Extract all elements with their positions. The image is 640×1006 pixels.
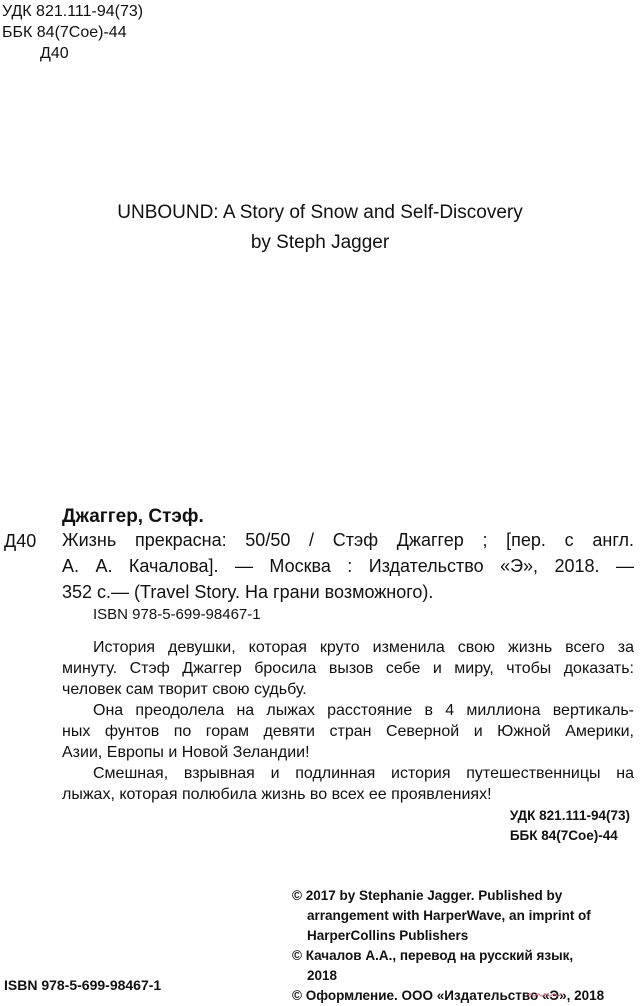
copyright-line: HarperCollins Publishers xyxy=(307,928,469,943)
header-bbk: ББК 84(7Сое)-44 xyxy=(2,24,127,41)
annotation-line: Смешная, взрывная и подлинная история путешественницы на xyxy=(93,765,634,782)
bib-isbn: ISBN 978-5-699-98467-1 xyxy=(93,606,261,623)
annotation xyxy=(62,637,634,805)
copyright-line: © 2017 by Stephanie Jagger. Published by xyxy=(292,888,563,903)
bib-author: Джаггер, Стэф. xyxy=(62,506,204,527)
original-author: by Steph Jagger xyxy=(250,232,390,253)
annotation-line: Азии, Европы и Новой Зеландии! xyxy=(62,744,310,761)
annotation-line: человек сам творит свою судьбу. xyxy=(62,681,307,698)
copyright-line: 2018 xyxy=(307,968,338,983)
annotation-line: минуту. Стэф Джаггер бросила вызов себе и миру, чтобы доказать: xyxy=(62,660,634,677)
wavy-underline-mark xyxy=(528,993,562,997)
bib-line: Жизнь прекрасна: 50/50 / Стэф Джаггер ; [пер. с англ. xyxy=(62,530,634,550)
copyright-line: arrangement with HarperWave, an imprint of xyxy=(307,908,591,923)
class-codes xyxy=(510,806,630,846)
annotation-line: лыжах, которая полюбила жизнь во всех ее проявлениях! xyxy=(62,786,492,803)
copyright-line: © Качалов А.А., перевод на русский язык, xyxy=(292,948,574,963)
copyright-line: © Оформление. ООО «Издательство «Э», 2018 xyxy=(292,988,605,1003)
bib-author-code: Д40 xyxy=(4,531,37,551)
header-author-code: Д40 xyxy=(40,45,69,62)
bib-line: 352 с.— (Travel Story. На грани возможного). xyxy=(62,582,434,602)
bib-description xyxy=(62,527,634,605)
footer-isbn: ISBN 978-5-699-98467-1 xyxy=(4,977,162,993)
header-udk: УДК 821.111-94(73) xyxy=(2,3,144,20)
class-udk: УДК 821.111-94(73) xyxy=(509,808,630,823)
original-title: UNBOUND: A Story of Snow and Self-Discovery xyxy=(117,202,523,223)
annotation-line: Она преодолела на лыжах расстояние в 4 миллиона вертикаль- xyxy=(93,702,634,719)
bib-line: А. А. Качалова]. — Москва : Издательство «Э», 2018. — xyxy=(62,556,634,576)
annotation-line: ных фунтов по горам девяти стран Северной и Южной Америки, xyxy=(62,723,634,740)
class-bbk: ББК 84(7Сое)-44 xyxy=(509,828,618,843)
annotation-line: История девушки, которая круто изменила свою жизнь всего за xyxy=(93,639,634,656)
copyright-block xyxy=(292,886,604,1006)
